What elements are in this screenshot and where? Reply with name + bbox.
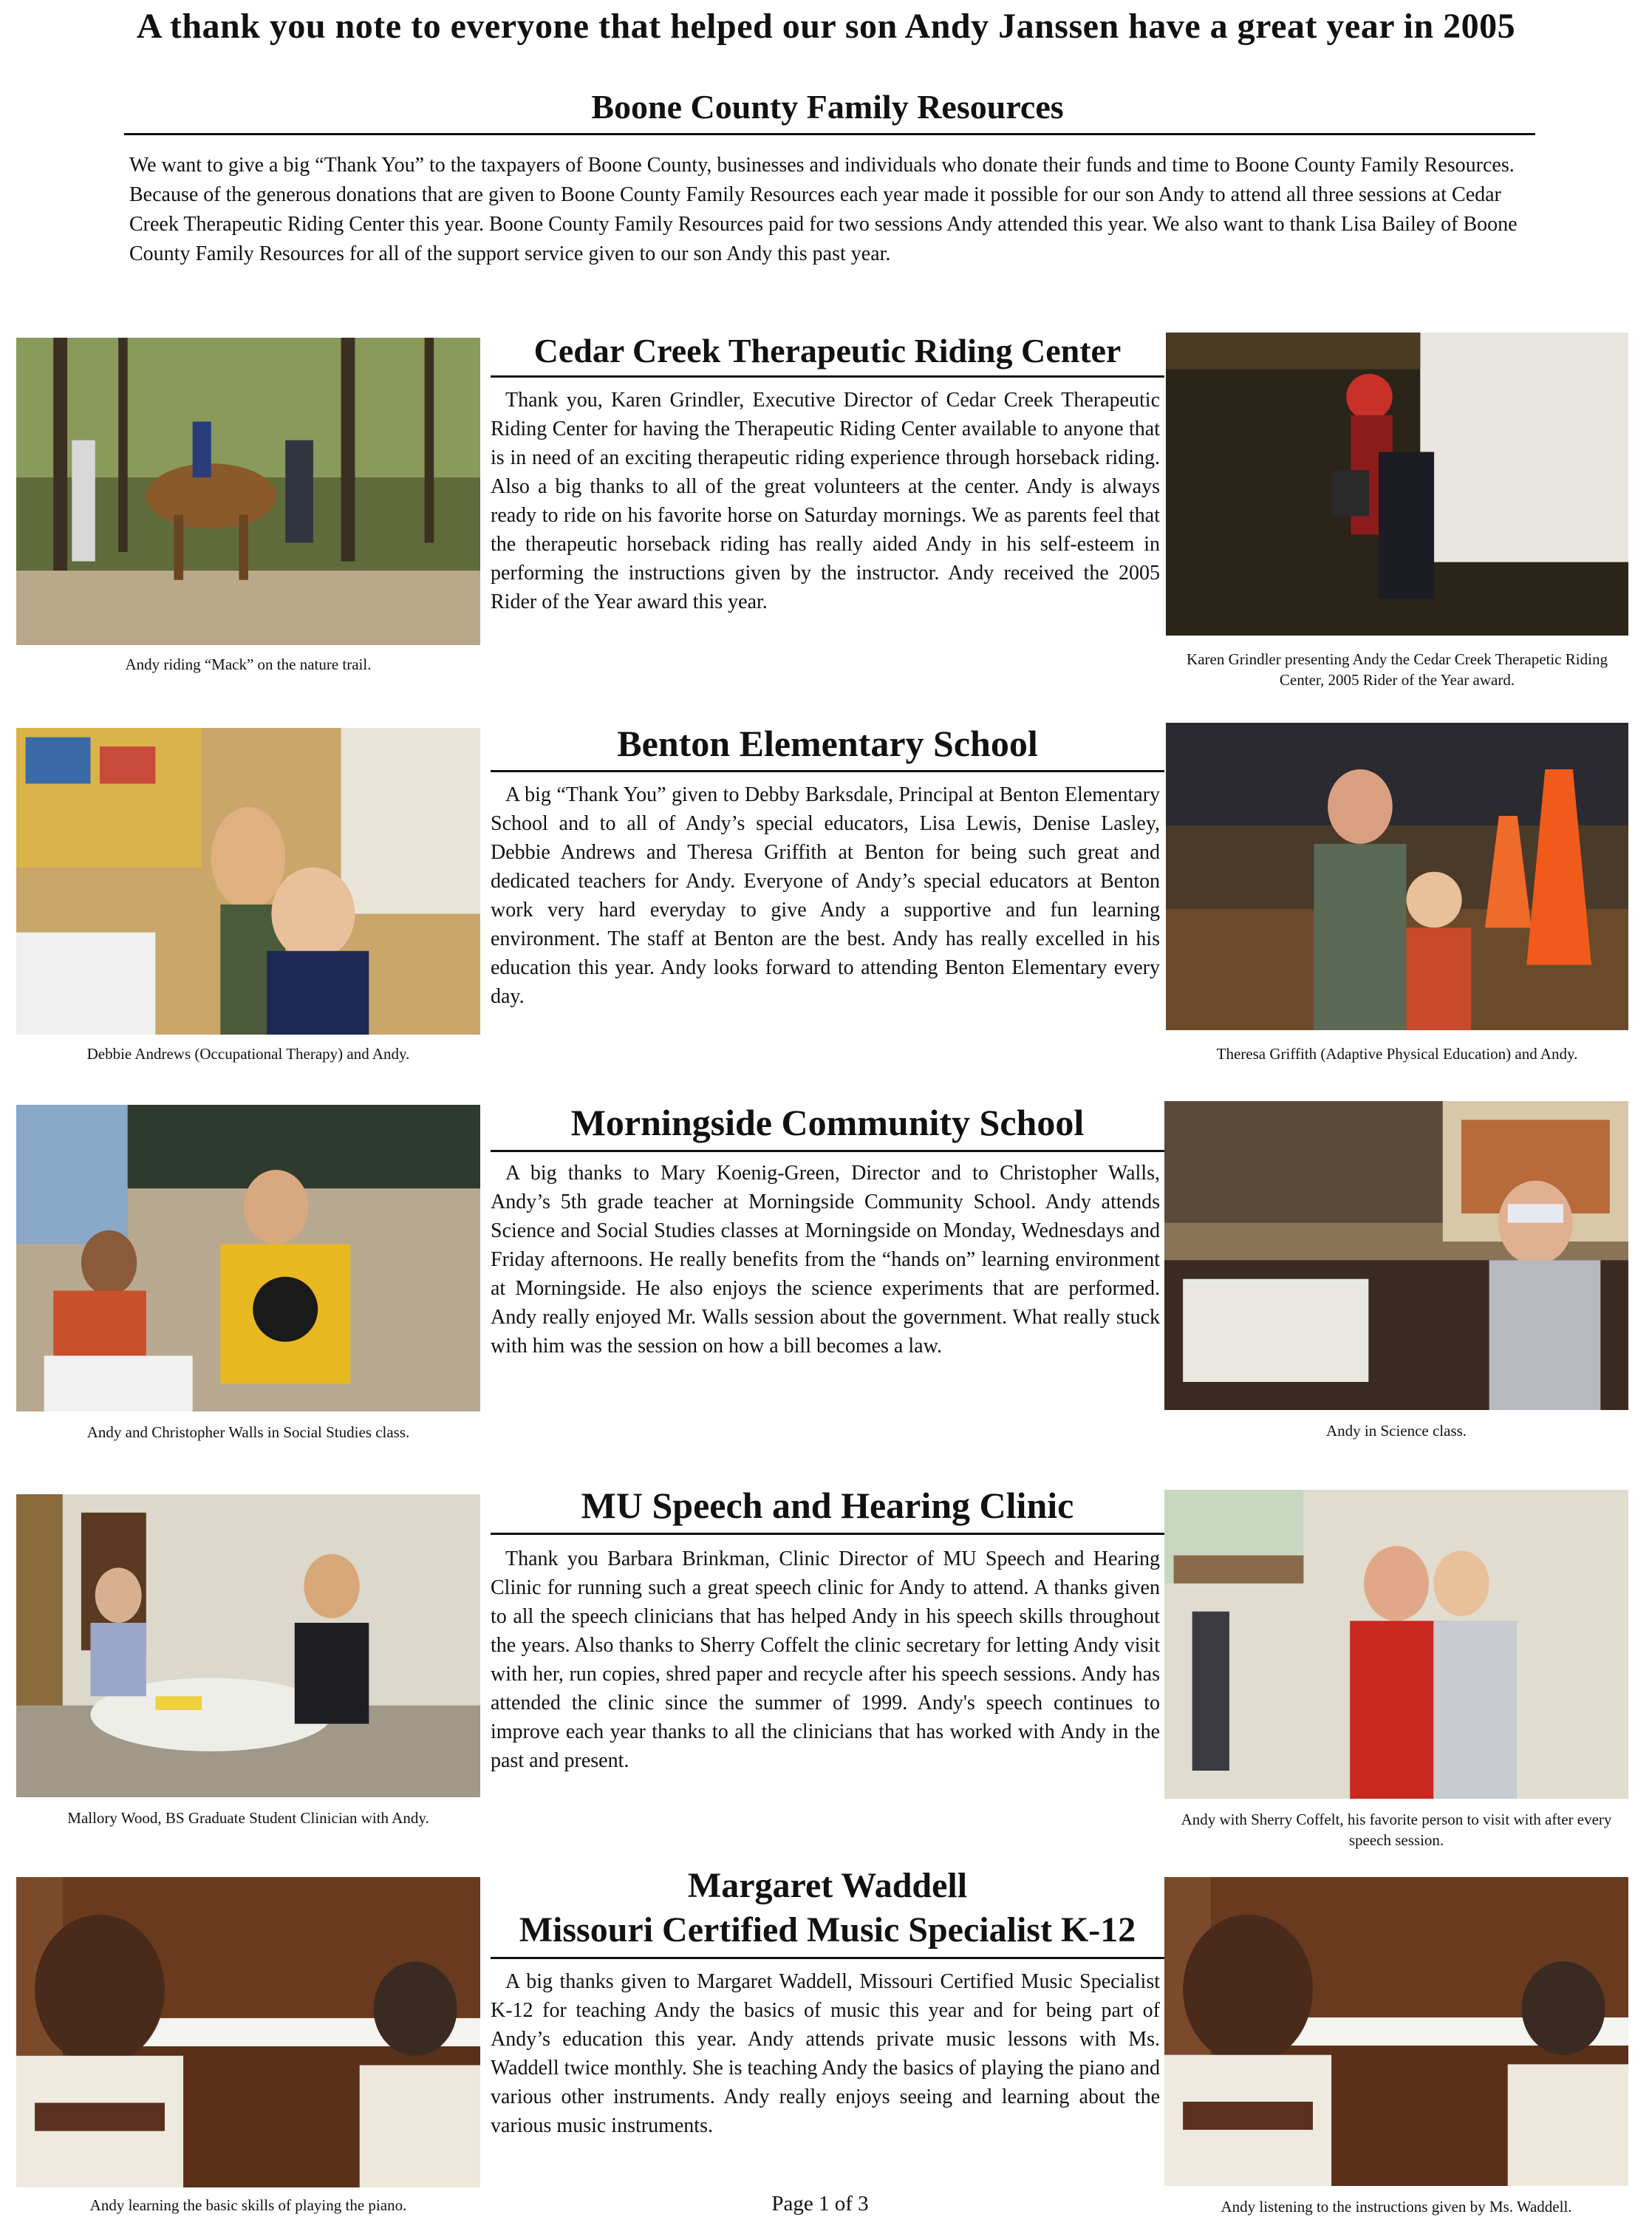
photo-piano-lesson-left [16,1877,480,2187]
photo-clinic-secretary [1164,1490,1628,1799]
intro-paragraph: We want to give a big “Thank You” to the taxpayers of Boone County, businesses and individuals who donate their funds and time to Boone County Family Resources. Because of the generous donations that are given to Boone County Family Resources each year made it possible for our son Andy to attend all three sessions at Cedar Creek Therapeutic Riding Center this year. Boone County Family Resources paid for two sessions Andy attended this year. We also want to thank Lisa Bailey of Boone County Family Resources for all of the support service given to our son Andy this past year. [129,154,1518,265]
section-rule-morningside [491,1150,1164,1152]
caption-piano-left: Andy learning the basic skills of playing the piano. [89,2196,407,2214]
section-title-morningside: Morningside Community School [570,1102,1085,1143]
org-title: Boone County Family Resources [591,88,1064,126]
section-rule-cedar-creek [491,375,1164,378]
section-rule-waddell [491,1957,1164,1959]
section-rule-benton [491,770,1164,772]
caption-adaptive-pe: Theresa Griffith (Adaptive Physical Education) and Andy. [1216,1045,1578,1063]
page-title: A thank you note to everyone that helped our son Andy Janssen have a great year in 2005 [136,7,1516,46]
section-body-morningside: A big thanks to Mary Koenig-Green, Director and to Christopher Walls, Andy’s 5th grade teacher at Morningside Community School. Andy attends Science and Social Studies classes at Morningside on Monday, Wednesdays and Friday afternoons. He really benefits from the “hands on” learning environment at Morningside. He also enjoys the science experiments that are performed. Andy really enjoyed Mr. Walls session about the government. What really stuck with him was the session on how a bill becomes a law. [491,1162,1160,1358]
section-rule-mu-speech [491,1533,1164,1535]
section-title-cedar-creek: Cedar Creek Therapeutic Riding Center [533,332,1122,370]
caption-speech-clinician: Mallory Wood, BS Graduate Student Clinician with Andy. [67,1809,429,1827]
caption-horse-riding: Andy riding “Mack” on the nature trail. [125,655,372,673]
org-title-rule [124,133,1535,135]
section-body-cedar-creek: Thank you, Karen Grindler, Executive Director of Cedar Creek Therapeutic Riding Center for having the Therapeutic Riding Center available to anyone that is in need of an exciting therapeutic riding experience through horseback riding. Also a big thanks to all of the great volunteers at the center. Andy is always ready to ride on his favorite horse on Saturday mornings. We as parents feel that the therapeutic horseback riding has really aided Andy in his self-esteem in performing the instructions given by the instructor. Andy received the 2005 Rider of the Year award this year. [491,389,1160,613]
section-title-waddell: Margaret Waddell [687,1866,968,1905]
photo-social-studies [16,1105,480,1411]
caption-rider-award: Karen Grindler presenting Andy the Cedar Creek Therapetic Riding Center, 2005 Rider of the Year award. [1187,650,1608,689]
photo-occupational-therapy [16,728,480,1035]
photo-science-class [1164,1101,1628,1410]
photo-adaptive-pe [1166,723,1628,1030]
photo-speech-clinician [16,1494,480,1797]
caption-social-studies: Andy and Christopher Walls in Social Studies class. [86,1423,410,1441]
section-subtitle-waddell: Missouri Certified Music Specialist K-12 [519,1910,1136,1949]
caption-piano-right: Andy listening to the instructions given by Ms. Waddell. [1221,2198,1572,2216]
page-number: Page 1 of 3 [771,2192,869,2216]
caption-science-class: Andy in Science class. [1325,1422,1467,1440]
caption-clinic-secretary: Andy with Sherry Coffelt, his favorite person to visit with after every speech session. [1181,1811,1612,1849]
photo-rider-award [1166,333,1628,636]
section-title-mu-speech: MU Speech and Hearing Clinic [581,1485,1074,1526]
photo-piano-lesson-right [1164,1877,1628,2186]
section-body-benton: A big “Thank You” given to Debby Barksdale, Principal at Benton Elementary School and to all of Andy’s special educators, Lisa Lewis, Denise Lasley, Debbie Andrews and Theresa Griffith at Benton for being such great and dedicated teachers for Andy. Everyone of Andy’s special educators at Benton work very hard everyday to give Andy a supportive and fun learning environment. The staff at Benton are the best. Andy has really excelled in his education this year. Andy looks forward to attending Benton Elementary every day. [491,783,1160,1008]
caption-occupational-therapy: Debbie Andrews (Occupational Therapy) and Andy. [86,1045,410,1063]
section-body-waddell: A big thanks given to Margaret Waddell, Missouri Certified Music Specialist K-12 for teaching Andy the basics of music this year and for being part of Andy’s education this year. Andy attends private music lessons with Ms. Waddell twice monthly. She is teaching Andy the basics of playing the piano and various other instruments. Andy really enjoys seeing and learning about the various music instruments. [491,1970,1160,2137]
section-title-benton: Benton Elementary School [617,723,1038,764]
photo-horse-riding-trail [16,338,480,645]
section-body-mu-speech: Thank you Barbara Brinkman, Clinic Director of MU Speech and Hearing Clinic for running such a great speech clinic for Andy to attend. A thanks given to all the speech clinicians that has helped Andy in his speech skills throughout the years. Also thanks to Sherry Coffelt the clinic secretary for letting Andy visit with her, run copies, shred paper and recycle after his speech sessions. Andy has attended the clinic since the summer of 1999. Andy's speech continues to improve each year thanks to all the clinicians that has worked with Andy in the past and present. [491,1547,1160,1772]
